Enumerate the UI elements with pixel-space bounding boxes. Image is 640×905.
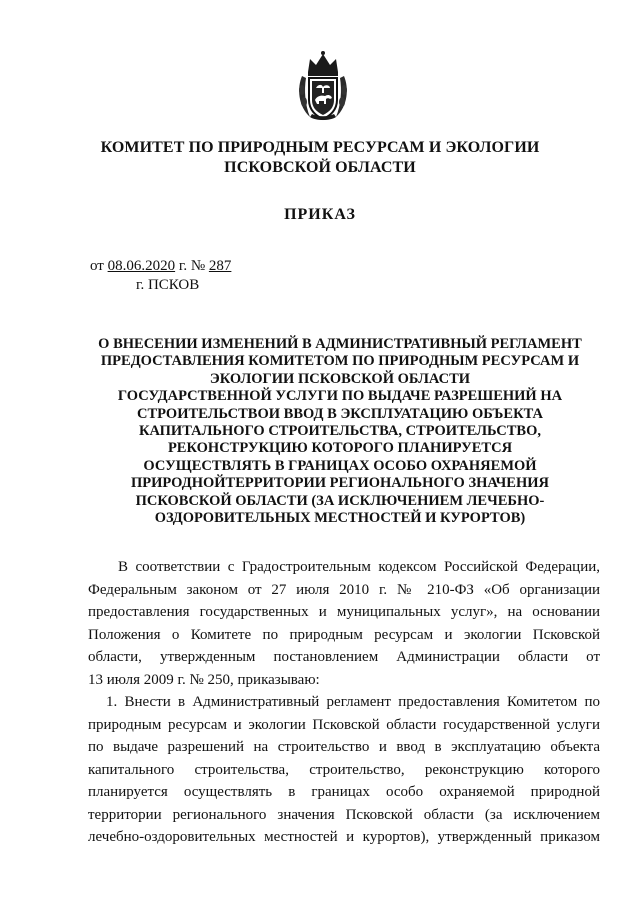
number-label: № (190, 258, 206, 274)
body-line: планируется осуществлять в границах особо охраняемой природной (88, 784, 600, 800)
document-type-title: ПРИКАЗ (284, 206, 356, 223)
order-subject (80, 336, 600, 527)
subject-line: СТРОИТЕЛЬСТВОИ ВВОД В ЭКСПЛУАТАЦИЮ ОБЪЕКТА (137, 405, 543, 422)
order-number: 287 (208, 258, 232, 274)
subject-line: ОСУЩЕСТВЛЯТЬ В ГРАНИЦАХ ОСОБО ОХРАНЯЕМОЙ (143, 457, 537, 474)
subject-line: ПРИРОДНОЙТЕРРИТОРИИ РЕГИОНАЛЬНОГО ЗНАЧЕНИЯ (130, 475, 549, 492)
body-line: территории регионального значения Псковской области (за исключением (88, 806, 600, 823)
subject-line: ПРЕДОСТАВЛЕНИЯ КОМИТЕТОМ ПО ПРИРОДНЫМ РЕСУРСАМ И (100, 353, 580, 370)
year-abbr: г. (178, 258, 188, 274)
item-1-paragraph (88, 691, 600, 849)
body-line: области, утвержденным постановлением Администрации области от (88, 649, 600, 665)
subject-line: О ВНЕСЕНИИ ИЗМЕНЕНИЙ В АДМИНИСТРАТИВНЫЙ РЕГЛАМЕНТ (98, 336, 582, 352)
body-line: Положения о Комитете по природным ресурсам и экологии Псковской (88, 626, 600, 643)
committee-name-line1: КОМИТЕТ ПО ПРИРОДНЫМ РЕСУРСАМ И ЭКОЛОГИИ (100, 139, 540, 156)
body-line: капитального строительства, строительство, реконструкцию которого (88, 761, 600, 778)
committee-name (0, 138, 640, 178)
subject-line: ПСКОВСКОЙ ОБЛАСТИ (ЗА ИСКЛЮЧЕНИЕМ ЛЕЧЕБНО- (135, 492, 545, 509)
committee-name-line2: ПСКОВСКОЙ ОБЛАСТИ (224, 159, 416, 176)
subject-line: ОЗДОРОВИТЕЛЬНЫХ МЕСТНОСТЕЙ И КУРОРТОВ) (154, 510, 526, 527)
subject-line: КАПИТАЛЬНОГО СТРОИТЕЛЬСТВА, СТРОИТЕЛЬСТВО, (139, 423, 541, 440)
order-date: 08.06.2020 (107, 258, 176, 274)
order-city: г. ПСКОВ (136, 277, 200, 293)
subject-line: РЕКОНСТРУКЦИЮ КОТОРОГО ПЛАНИРУЕТСЯ (167, 440, 513, 457)
body-line: 13 июля 2009 г. № 250, приказываю: (88, 671, 320, 688)
order-date-number (90, 257, 231, 276)
body-line: природным ресурсам и экологии Псковской области государственной услуги (88, 716, 600, 733)
body-line: 1. Внести в Административный регламент предоставления Комитетом по (106, 694, 600, 710)
body-line: по выдаче разрешений на строительство и ввод в эксплуатацию объекта (88, 739, 600, 755)
body-line: Федеральным законом от 27 июля 2010 г. № 210-ФЗ «Об организации (88, 581, 600, 598)
from-label: от (90, 258, 104, 274)
subject-line: ЭКОЛОГИИ ПСКОВСКОЙ ОБЛАСТИ (209, 370, 471, 387)
body-line: В соответствии с Градостроительным кодексом Российской Федерации, (118, 559, 600, 575)
body-line: предоставления государственных и муниципальных услуг», на основании (88, 604, 600, 620)
preamble-paragraph (88, 556, 600, 691)
pskov-coat-of-arms-icon (296, 50, 350, 122)
body-line: лечебно-оздоровительных местностей и курортов), утвержденный приказом (88, 829, 600, 845)
order-body (88, 556, 600, 849)
order-meta (90, 257, 231, 295)
subject-line: ГОСУДАРСТВЕННОЙ УСЛУГИ ПО ВЫДАЧЕ РАЗРЕШЕНИЙ НА (117, 388, 563, 405)
